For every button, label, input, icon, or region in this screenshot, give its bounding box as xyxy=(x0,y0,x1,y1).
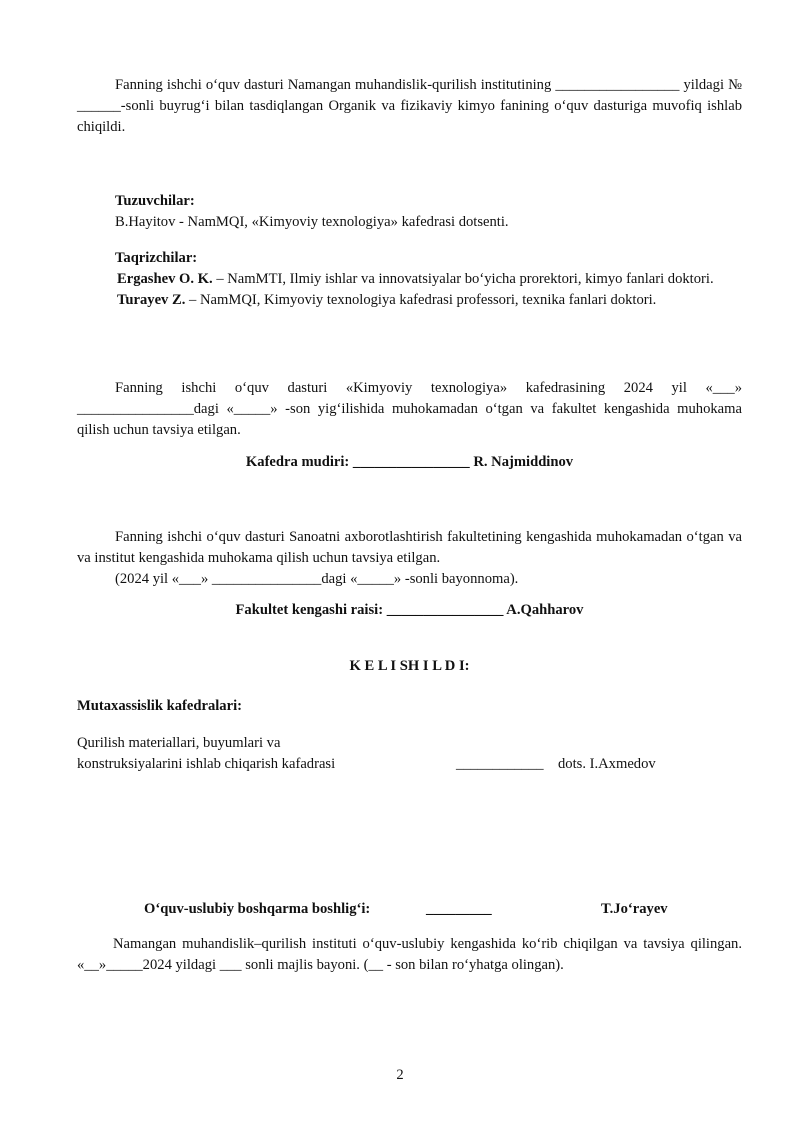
authors-heading: Tuzuvchilar: xyxy=(115,193,195,209)
faculty-review-paragraph: Fanning ishchi o‘quv dasturi Sanoatni axborotlashtirish fakultetining kengashida muhokamadan o‘tgan va va institut kengashida muhokama qilish uchun tavsiya etilgan. xyxy=(77,529,742,566)
authors-line: B.Hayitov - NamMQI, «Kimyoviy texnologiya» kafedrasi dotsenti. xyxy=(115,214,509,230)
department-name-line-1: Qurilish materiallari, buyumlari va xyxy=(77,735,281,751)
department-name-line-2: konstruksiyalarini ishlab chiqarish kafadrasi xyxy=(77,756,336,772)
intro-paragraph: Fanning ishchi o‘quv dasturi Namangan muhandislik-qurilish institutining _________________ yildagi № ______-sonli buyrug‘i bilan tasdiqlangan Organik va fizikaviy kimyo fanining o‘quv dasturiga muvofiq ishlab chiqildi. xyxy=(77,77,742,135)
methodology-head-title: O‘quv-uslubiy boshqarma boshlig‘i: xyxy=(144,901,371,917)
reviewer-item xyxy=(77,290,742,311)
methodology-signatory: T.Jo‘rayev xyxy=(601,901,668,917)
specialty-departments-heading: Mutaxassislik kafedralari: xyxy=(77,698,242,714)
reviewer-description: – NamMQI, Kimyoviy texnologiya kafedrasi professori, texnika fanlari doktori. xyxy=(185,292,657,308)
faculty-chair-signature: Fakultet kengashi raisi: ________________ A.Qahharov xyxy=(235,602,584,618)
reviewer-item xyxy=(77,269,742,290)
reviewer-description: – NamMTI, Ilmiy ishlar va innovatsiyalar bo‘yicha prorektori, kimyo fanlari doktori. xyxy=(212,271,714,287)
reviewers-section xyxy=(77,248,742,311)
reviewers-heading: Taqrizchilar: xyxy=(115,250,198,266)
authors-section xyxy=(77,191,742,233)
page-number: 2 xyxy=(396,1067,404,1083)
department-signatory: dots. I.Axmedov xyxy=(558,756,656,772)
faculty-protocol: (2024 yil «___» _______________dagi «_____» -sonli bayonnoma). xyxy=(115,571,519,587)
department-review-paragraph: Fanning ishchi o‘quv dasturi «Kimyoviy texnologiya» kafedrasining 2024 yil «___» ________________dagi «_____» -son yig‘ilishida muhokamadan o‘tgan va fakultet kengashida muhokama qilish uchun tavsiya etilgan. xyxy=(77,380,742,438)
department-signature-blank: ____________ xyxy=(456,756,544,772)
methodology-council-paragraph: Namangan muhandislik–qurilish instituti o‘quv-uslubiy kengashida ko‘rib chiqilgan va tavsiya qilingan. «__»_____2024 yildagi ___ sonli majlis bayoni. (__ - son bilan ro‘yhatga olingan). xyxy=(77,936,742,973)
methodology-signature-blank: _________ xyxy=(426,901,492,917)
specialty-department-approval xyxy=(77,733,742,775)
reviewer-name: Turayev Z. xyxy=(117,292,186,308)
methodology-head-row xyxy=(77,899,742,920)
reviewer-name: Ergashev O. K. xyxy=(117,271,213,287)
department-head-signature: Kafedra mudiri: ________________ R. Najmiddinov xyxy=(245,454,574,470)
agreed-heading: K E L I SH I L D I: xyxy=(349,658,470,674)
